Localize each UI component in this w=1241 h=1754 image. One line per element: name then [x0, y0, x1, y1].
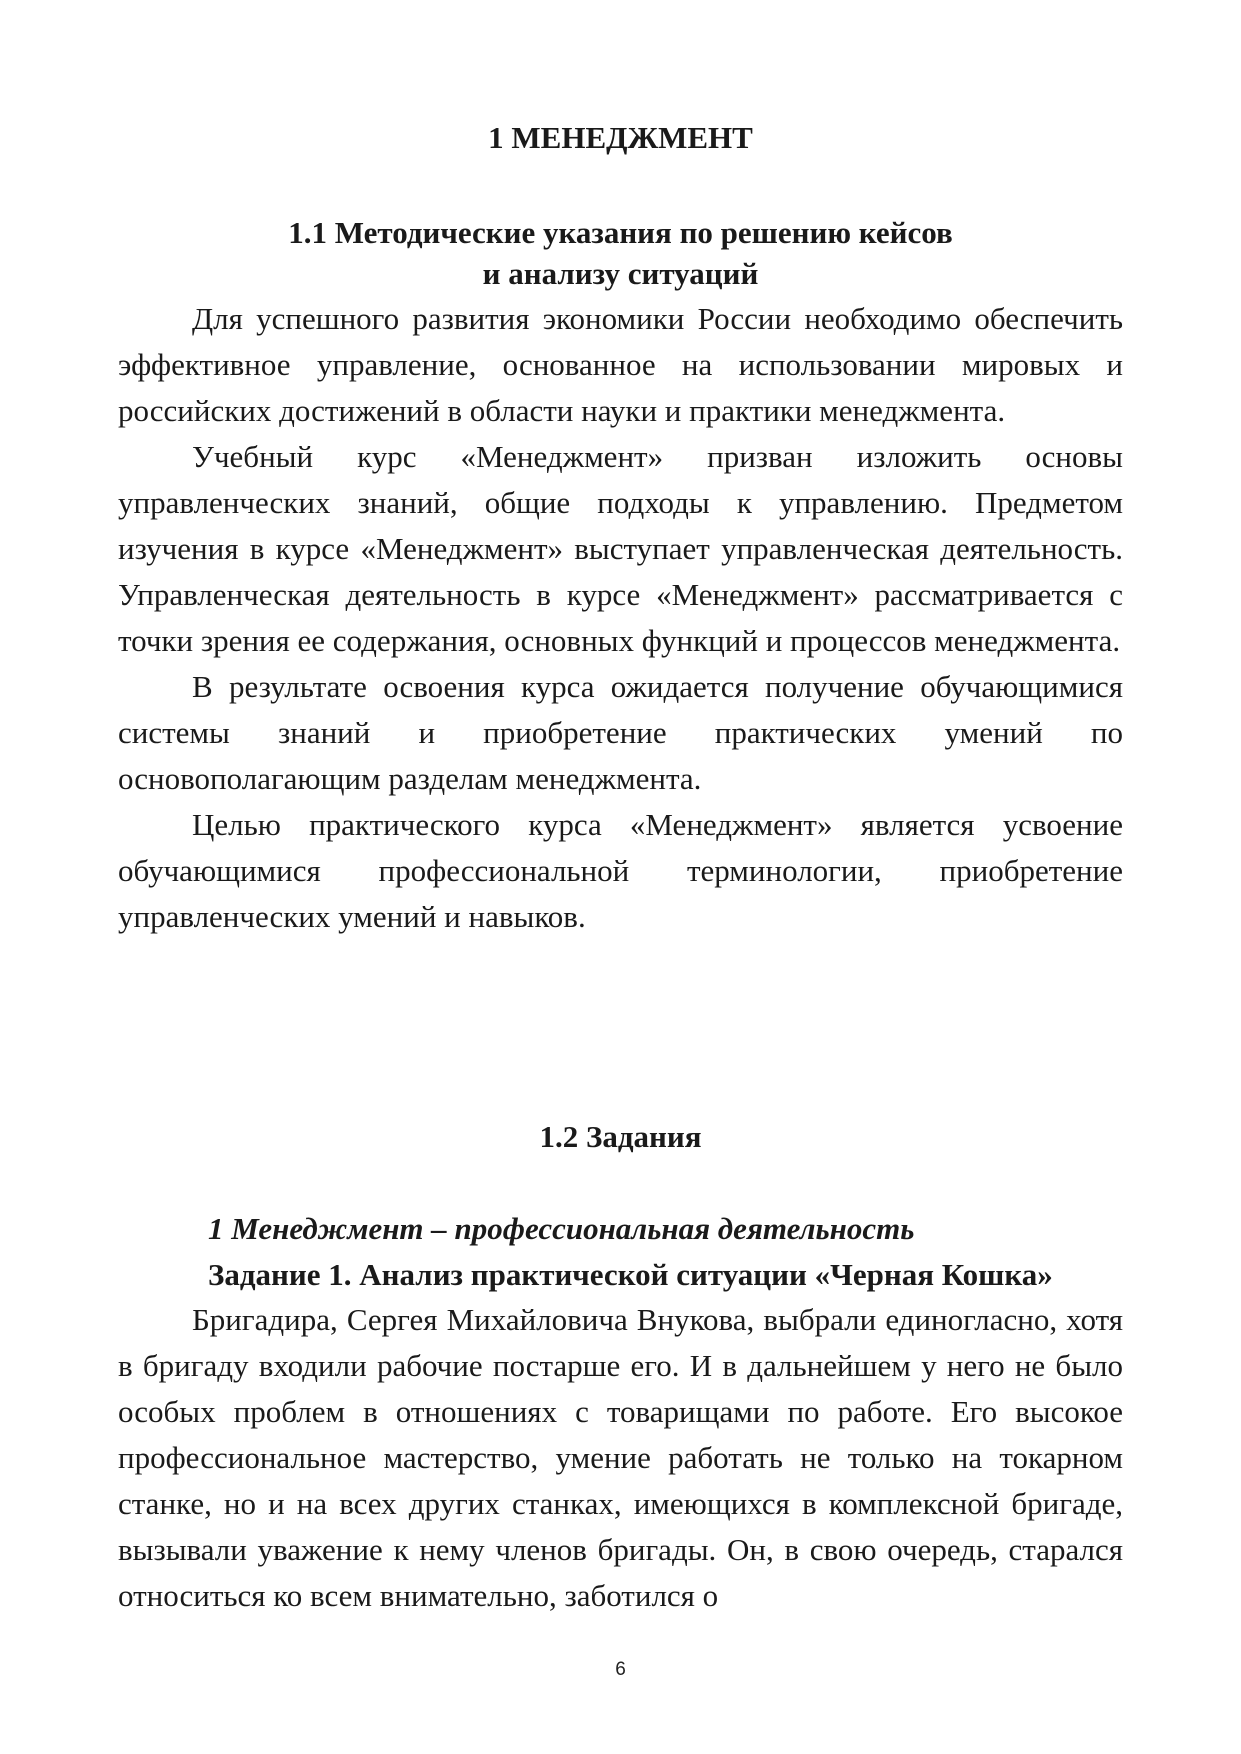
- task-paragraph: Бригадира, Сергея Михайловича Внукова, выбрали единогласно, хотя в бригаду входили рабочие постарше его. И в дальнейшем у него не было особых проблем в отношениях с товарищами по работе. Его высокое профессиональное мастерство, умение работать не только на токарном станке, но и на всех других станках, имеющихся в комплексной бригаде, вызывали уважение к нему членов бригады. Он, в свою очередь, старался относиться ко всем внимательно, заботился о: [118, 1302, 1123, 1613]
- section-title: [0, 212, 1241, 294]
- paragraph-2: Учебный курс «Менеджмент» призван изложить основы управленческих знаний, общие подходы к управлению. Предметом изучения в курсе «Менеджмент» выступает управленческая деятельность. Управленческая деятельность в курсе «Менеджмент» рассматривается с точки зрения ее содержания, основных функций и процессов менеджмента.: [118, 439, 1123, 658]
- paragraph-1: Для успешного развития экономики России необходимо обеспечить эффективное управление, основанное на использовании мировых и российских достижений в области науки и практики менеджмента.: [118, 301, 1123, 428]
- section-title-line-2: и анализу ситуаций: [482, 256, 759, 291]
- task-title: Задание 1. Анализ практической ситуации «Черная Кошка»: [208, 1257, 1053, 1292]
- task-body: [118, 1297, 1123, 1619]
- section-2-title: 1.2 Задания: [539, 1119, 702, 1154]
- paragraph-3: В результате освоения курса ожидается получение обучающимися системы знаний и приобретение практических умений по основополагающим разделам менеджмента.: [118, 669, 1123, 796]
- chapter-title: 1 МЕНЕДЖМЕНТ: [488, 120, 753, 155]
- topic-title: 1 Менеджмент – профессиональная деятельность: [208, 1211, 915, 1246]
- paragraph-4: Целью практического курса «Менеджмент» является усвоение обучающимися профессиональной терминологии, приобретение управленческих умений и навыков.: [118, 807, 1123, 934]
- page-number: 6: [615, 1659, 626, 1680]
- section-1-body: [118, 296, 1123, 940]
- section-title-line-1: 1.1 Методические указания по решению кейсов: [288, 215, 953, 250]
